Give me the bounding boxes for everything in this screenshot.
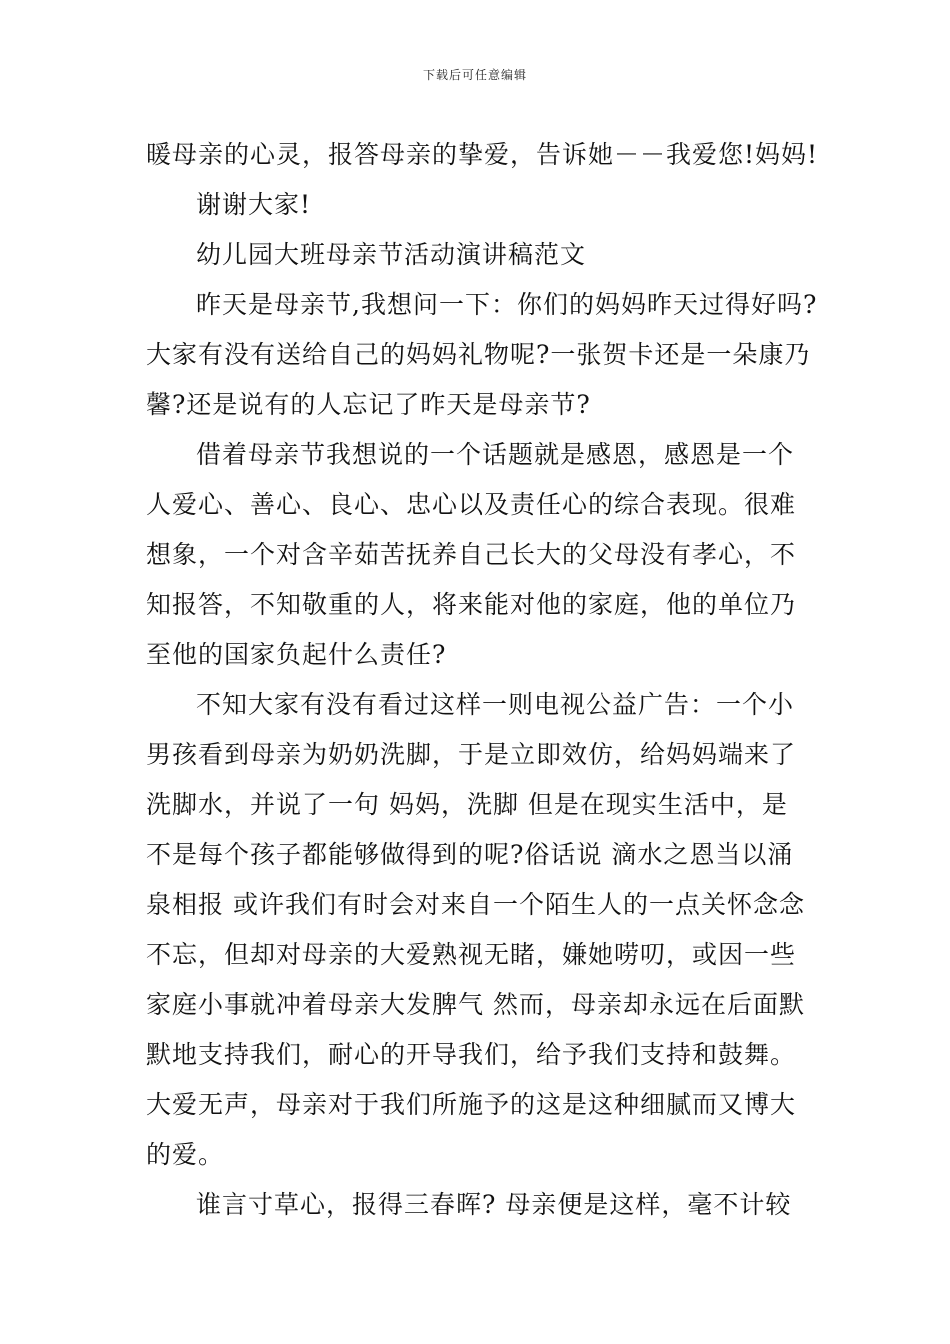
text-line: 人爱心、善心、良心、忠心以及责任心的综合表现。很难: [146, 490, 797, 519]
text-line: 至他的国家负起什么责任?: [146, 640, 447, 669]
text-line: 暖母亲的心灵，报答母亲的挚爱，告诉她－－我爱您!妈妈!: [146, 140, 819, 169]
text-line: 的爱。: [146, 1140, 225, 1169]
text-line: 不知大家有没有看过这样一则电视公益广告：一个小: [196, 690, 795, 719]
text-line: 洗脚水，并说了一句 妈妈，洗脚 但是在现实生活中，是: [146, 790, 788, 819]
text-line: 不是每个孩子都能够做得到的呢?俗话说 滴水之恩当以涌: [146, 840, 794, 869]
text-line: 昨天是母亲节,我想问一下：你们的妈妈昨天过得好吗?: [196, 290, 818, 319]
text-line: 谢谢大家!: [196, 190, 312, 219]
text-line: 男孩看到母亲为奶奶洗脚，于是立即效仿，给妈妈端来了: [146, 740, 797, 769]
text-line: 馨?还是说有的人忘记了昨天是母亲节?: [146, 390, 591, 419]
header-note: 下载后可任意编辑: [422, 68, 527, 82]
section-title: 幼儿园大班母亲节活动演讲稿范文: [196, 240, 587, 269]
document-body: [146, 130, 819, 1230]
text-line: 借着母亲节我想说的一个话题就是感恩，感恩是一个: [196, 440, 795, 469]
text-line: 不忘，但却对母亲的大爱熟视无睹，嫌她唠叨，或因一些: [146, 940, 797, 969]
text-line: 大爱无声，母亲对于我们所施予的这是这种细腻而又博大: [146, 1090, 797, 1119]
text-line: 默地支持我们，耐心的开导我们，给予我们支持和鼓舞。: [146, 1040, 797, 1069]
text-line: 想象，一个对含辛茹苦抚养自己长大的父母没有孝心，不: [146, 540, 797, 569]
text-line: 大家有没有送给自己的妈妈礼物呢?一张贺卡还是一朵康乃: [146, 340, 811, 369]
text-line: 谁言寸草心，报得三春晖? 母亲便是这样，毫不计较: [196, 1190, 792, 1219]
text-line: 家庭小事就冲着母亲大发脾气 然而，母亲却永远在后面默: [146, 990, 805, 1019]
text-line: 泉相报 或许我们有时会对来自一个陌生人的一点关怀念念: [146, 890, 805, 919]
text-line: 知报答，不知敬重的人，将来能对他的家庭，他的单位乃: [146, 590, 797, 619]
